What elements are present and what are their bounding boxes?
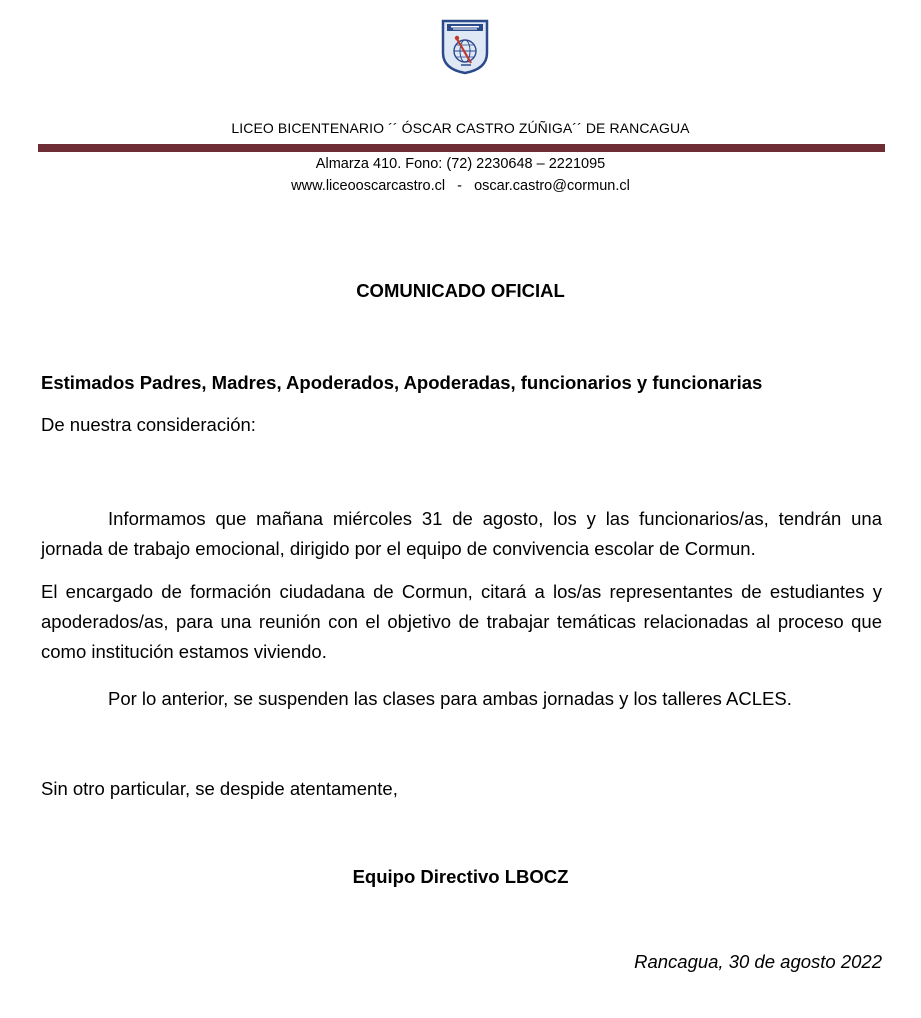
- consideration-line: De nuestra consideración:: [41, 414, 256, 435]
- document-title: COMUNICADO OFICIAL: [356, 280, 565, 301]
- greeting: Estimados Padres, Madres, Apoderados, Apoderadas, funcionarios y funcionarias: [41, 372, 763, 393]
- address-line: Almarza 410. Fono: (72) 2230648 – 2221095: [315, 156, 606, 172]
- paragraph-3: Por lo anterior, se suspenden las clases para ambas jornadas y los talleres ACLES.: [108, 688, 792, 709]
- paragraph-1: Informamos que mañana miércoles 31 de agosto, los y las funcionarios/as, tendrán una jornada de trabajo emocional, dirigido por el equipo de convivencia escolar de Cormun.: [41, 508, 882, 559]
- place-date: Rancagua, 30 de agosto 2022: [634, 951, 882, 972]
- paragraph-2: El encargado de formación ciudadana de Cormun, citará a los/as representantes de estudiantes y apoderados/as, para una reunión con el objetivo de trabajar temáticas relacionadas al proceso que como institución estamos viviendo.: [41, 581, 882, 662]
- header-divider: [38, 144, 885, 152]
- contact-block: [0, 153, 921, 197]
- school-name: LICEO BICENTENARIO ´´ ÓSCAR CASTRO ZÚÑIGA´´ DE RANCAGUA: [231, 120, 690, 136]
- signature: Equipo Directivo LBOCZ: [352, 866, 569, 887]
- web-email-line: www.liceooscarcastro.cl - oscar.castro@cormun.cl: [291, 178, 630, 194]
- school-crest-logo: [441, 19, 489, 75]
- closing-line: Sin otro particular, se despide atentamente,: [41, 778, 398, 799]
